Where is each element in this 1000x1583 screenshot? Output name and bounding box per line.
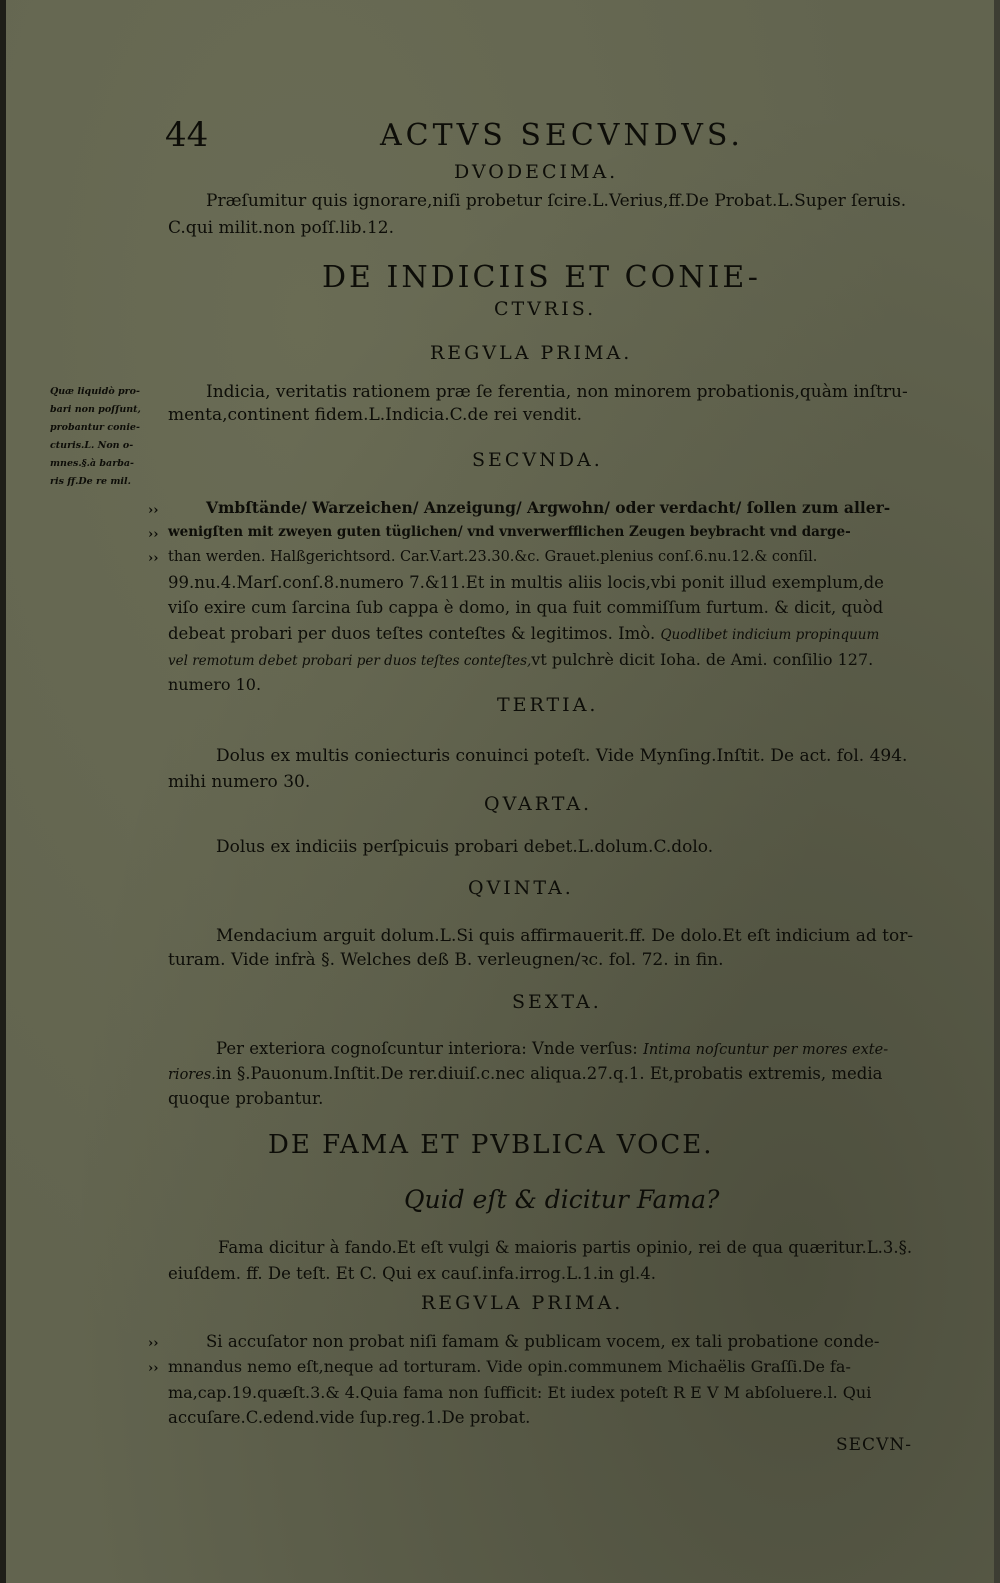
quarta-line-1: Dolus ex indiciis perſpicuis probari debet.L.dolum.C.dolo. <box>216 837 714 857</box>
sexta-line-1-text: Per exteriora cognoſcuntur interiora: Vnde verſus: <box>216 1039 638 1058</box>
marginal-note-line-5: mnes.§.à barba- <box>50 458 134 469</box>
sexta-line-2-text: in §.Pauonum.Inſtit.De rer.diuiſ.c.nec aliqua.27.q.1. Et,probatis extremis, media <box>215 1064 883 1083</box>
marginal-note-line-1: Quæ liquidò pro- <box>50 386 140 397</box>
secunda-line-5: viſo exire cum ſarcina ſub cappa è domo, in qua fuit commiſſum furtum. & dicit, quòd <box>168 598 884 617</box>
quote-mark-5: ›› <box>148 1361 159 1376</box>
marginal-note-line-3: probantur conie- <box>50 422 140 433</box>
secunda-line-1: Vmbſtände/ Warzeichen/ Anzeigung/ Argwohn/ oder verdacht/ ſollen zum aller- <box>206 498 891 517</box>
tertia-heading: TERTIA. <box>497 694 599 716</box>
duodecima-line-1: Præſumitur quis ignorare,niſi probetur ſcire.L.Verius,ff.De Probat.L.Super ſeruis. <box>206 191 907 211</box>
quinta-heading: QVINTA. <box>468 877 574 899</box>
page-number: 44 <box>165 115 209 155</box>
quote-mark-3: ›› <box>148 551 159 566</box>
secunda-line-4: 99.nu.4.Marſ.conſ.8.numero 7.&11.Et in multis aliis locis,vbi ponit illud exemplum,de <box>168 573 884 592</box>
de-indiciis-title-2: CTVRIS. <box>494 298 597 320</box>
quinta-line-1: Mendacium arguit dolum.L.Si quis affirmauerit.ff. De dolo.Et eſt indicium ad tor- <box>216 926 914 946</box>
secunda-quote-start: Quodlibet indicium propinquum <box>660 627 880 643</box>
secunda-line-6-text: debeat probari per duos teſtes conteſtes & legitimos. Imò. <box>168 624 656 643</box>
book-page <box>6 0 994 1583</box>
quote-mark-2: ›› <box>148 527 159 542</box>
marginal-note-line-2: bari non poſſunt, <box>50 404 141 415</box>
marginal-note-line-6: ris ff.De re mil. <box>50 476 131 487</box>
quote-mark-4: ›› <box>148 1336 159 1351</box>
secunda-line-7-text: vt pulchrè dicit Ioha. de Ami. conſilio 127. <box>531 650 874 669</box>
sexta-line-3: quoque probantur. <box>168 1089 324 1108</box>
secunda-heading: SECVNDA. <box>472 449 603 471</box>
tertia-line-2: mihi numero 30. <box>168 772 311 792</box>
quote-mark-1: ›› <box>148 503 159 518</box>
secunda-line-3: than werden. Halßgerichtsord. Car.V.art.23.30.&c. Grauet.plenius conſ.6.nu.12.& conſil. <box>168 549 818 565</box>
de-fama-title: DE FAMA ET PVBLICA VOCE. <box>268 1130 714 1160</box>
running-title: ACTVS SECVNDVS. <box>380 118 744 153</box>
regula-prima-2-line-3: ma,cap.19.quæſt.3.& 4.Quia fama non ſufficit: Et iudex poteſt R E V M abſoluere.l. Qui <box>168 1383 872 1402</box>
regula-prima-2-line-4: accuſare.C.edend.vide ſup.reg.1.De probat. <box>168 1408 531 1427</box>
secunda-line-7 <box>168 648 873 673</box>
tertia-line-1: Dolus ex multis coniecturis conuinci poteſt. Vide Mynſing.Inſtit. De act. fol. 494. <box>216 746 908 766</box>
regula-prima-heading: REGVLA PRIMA. <box>430 342 633 364</box>
quinta-line-2: turam. Vide infrà §. Welches deß B. verleugnen/ꝛc. fol. 72. in fin. <box>168 950 724 970</box>
secunda-line-6 <box>168 622 879 647</box>
sexta-verse: Intima noſcuntur per mores exte- <box>643 1042 889 1058</box>
catchword: SECVN- <box>836 1435 912 1455</box>
marginal-note-line-4: cturis.L. Non o- <box>50 440 134 451</box>
sexta-verse-end: riores. <box>168 1067 216 1083</box>
regula-prima-2-heading: REGVLA PRIMA. <box>421 1292 624 1314</box>
de-fama-line-2: eiuſdem. ff. De teſt. Et C. Qui ex cauſ.infa.irrog.L.1.in gl.4. <box>168 1264 657 1283</box>
sexta-line-2 <box>168 1062 882 1087</box>
regula-prima-line-2: menta,continent fidem.L.Indicia.C.de rei vendit. <box>168 405 582 425</box>
regula-prima-line-1: Indicia, veritatis rationem præ ſe ferentia, non minorem probationis,quàm inſtru- <box>206 382 908 402</box>
duodecima-heading: DVODECIMA. <box>454 161 619 183</box>
duodecima-line-2: C.qui milit.non poſſ.lib.12. <box>168 218 394 238</box>
de-fama-subtitle: Quid eſt & dicitur Fama? <box>404 1185 720 1214</box>
de-fama-line-1: Fama dicitur à fando.Et eſt vulgi & maioris partis opinio, rei de qua quæritur.L.3.§. <box>218 1238 913 1257</box>
quarta-heading: QVARTA. <box>484 793 593 815</box>
secunda-line-2: wenigſten mit zweyen guten tüglichen/ vnd vnverwerfflichen Zeugen beybracht vnd darge- <box>168 524 851 540</box>
regula-prima-2-line-2: mnandus nemo eſt,neque ad torturam. Vide opin.communem Michaëlis Graſſi.De fa- <box>168 1357 851 1376</box>
sexta-line-1 <box>216 1037 888 1062</box>
regula-prima-2-line-1: Si accuſator non probat niſi famam & publicam vocem, ex tali probatione conde- <box>206 1332 880 1351</box>
secunda-line-8: numero 10. <box>168 675 262 694</box>
secunda-quote-end: vel remotum debet probari per duos teſtes conteſtes, <box>168 653 532 669</box>
de-indiciis-title-1: DE INDICIIS ET CONIE- <box>322 260 761 295</box>
sexta-heading: SEXTA. <box>512 991 602 1013</box>
